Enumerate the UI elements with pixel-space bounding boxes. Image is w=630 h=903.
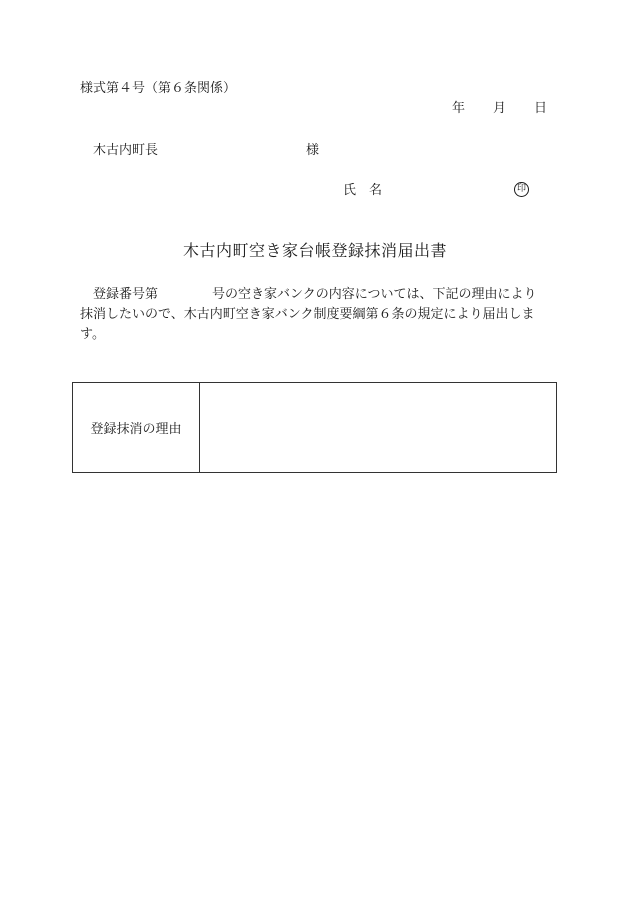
addressee-name: 木古内町長 [93,143,159,158]
reason-value-cell[interactable] [200,383,556,472]
date-year-label: 年 [452,101,466,116]
body-line-2: 抹消したいので、木古内町空き家バンク制度要綱第６条の規定により届出しま [80,307,535,322]
date-day-label: 日 [534,101,548,116]
registration-prefix: 登録番号第 [93,287,159,302]
applicant-name-char-2: 名 [369,183,383,198]
document-title: 木古内町空き家台帳登録抹消届出書 [182,241,447,260]
reason-label: 登録抹消の理由 [90,422,182,437]
reason-table [72,382,557,473]
addressee-honorific: 様 [306,143,320,158]
date-month-label: 月 [493,101,507,116]
body-paragraph [80,285,556,345]
body-line-3: す。 [80,327,105,342]
seal-icon: 印 [514,182,529,197]
reason-label-cell [73,383,200,472]
form-number: 様式第４号（第６条関係） [80,81,237,96]
applicant-name-char-1: 氏 [343,183,357,198]
body-line-1 [80,285,556,305]
body-line-1-rest: 号の空き家バンクの内容については、下記の理由により [212,287,537,302]
applicant-name-label [343,183,383,198]
